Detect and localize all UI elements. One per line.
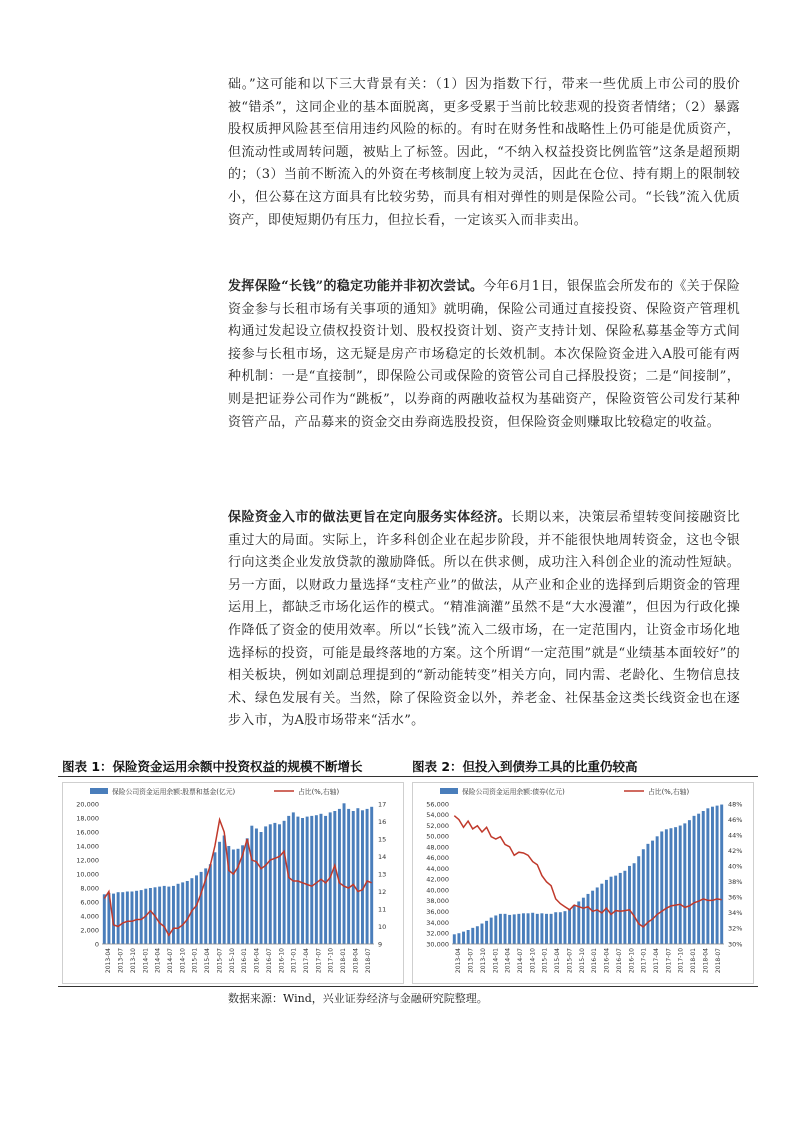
paragraph-heading: 发挥保险“长钱”的稳定功能并非初次尝试。	[228, 279, 484, 294]
bar	[619, 873, 622, 944]
bar	[177, 884, 180, 944]
paragraph-heading: 保险资金入市的做法更旨在定向服务实体经济。	[228, 510, 512, 525]
paragraph-text: 础。”这可能和以下三大背景有关：（1）因为指数下行，带来一些优质上市公司的股价被“错杀”，这同企业的基本面脱离，更多受累于当前比较悲观的投资者情绪；（2）暴露股权质押风险甚至信用违约风险的标的。有时在财务性和战略性上仍可能是优质资产，但流动性或周转问题，被贴上了标签。因此，“不纳入权益投资比例监管”这条是超预期的；（3）当前不断流入的外资在考核制度上较为灵活，因此在仓位、持有期上的限制较小，但公募在这方面具有比较劣势，而具有相对弹性的则是保险公司。“长钱”流入优质资产，即使短期仍有压力，但拉长看，一定该买入而非卖出。	[228, 77, 740, 228]
y-right-tick-label: 11	[378, 905, 387, 914]
x-tick-label: 2015-10	[578, 947, 586, 974]
bar	[241, 845, 244, 944]
y-right-tick-label: 34%	[728, 909, 743, 918]
legend-bar-swatch	[440, 788, 458, 794]
bar	[490, 918, 493, 944]
bar	[614, 876, 617, 944]
x-tick-label: 2014-01	[492, 948, 500, 974]
bar	[347, 809, 350, 944]
x-tick-label: 2018-07	[714, 947, 722, 974]
bar	[103, 894, 106, 944]
bar	[573, 905, 576, 944]
y-right-tick-label: 9	[378, 940, 383, 949]
paragraph-text: 今年6月1日，银保监会所发布的《关于保险资金参与长租市场有关事项的通知》就明确，保险公司通过直接投资、保险资产管理机构通过发起设立债权投资计划、股权投资计划、资产支持计划、保险私募基金等方式间接参与长租市场，这无疑是房产市场稳定的长效机制。本次保险资金进入A股可能有两种机制：一是“直接制”，即保险公司或保险的资管公司自己择股投资；二是“间接制”，则是把证券公司作为“跳板”，以券商的两融收益权为基础资产，保险资管公司发行某种资管产品，产品募来的资金交由券商选股投资，但保险资金则赚取比较稳定的收益。	[228, 279, 740, 430]
y-left-tick-label: 16,000	[76, 828, 99, 837]
bar	[665, 829, 668, 944]
x-tick-label: 2015-07	[216, 948, 224, 974]
bar	[527, 913, 530, 944]
y-left-tick-label: 50,000	[426, 832, 449, 841]
y-left-tick-label: 56,000	[426, 800, 449, 809]
y-right-tick-label: 38%	[728, 878, 743, 887]
bar	[218, 842, 221, 944]
bar	[117, 892, 120, 944]
bar	[195, 875, 198, 944]
bar	[656, 836, 659, 944]
bar	[250, 826, 253, 944]
bar	[660, 831, 663, 944]
bar	[504, 914, 507, 944]
y-left-tick-label: 8,000	[80, 884, 99, 893]
bar	[568, 909, 571, 944]
bar	[517, 914, 520, 944]
bar	[467, 930, 470, 944]
bar	[126, 892, 129, 945]
bar	[273, 823, 276, 944]
bar	[531, 913, 534, 944]
bar	[494, 915, 497, 944]
y-left-tick-label: 46,000	[426, 854, 449, 863]
x-tick-label: 2013-10	[479, 947, 487, 974]
bar	[158, 887, 161, 944]
bar	[716, 806, 719, 944]
y-right-tick-label: 48%	[728, 800, 743, 809]
x-tick-label: 2014-04	[154, 947, 162, 974]
x-tick-label: 2017-10	[327, 947, 335, 974]
bar	[209, 864, 212, 944]
bar	[366, 809, 369, 944]
bar	[522, 913, 525, 944]
bar	[213, 852, 216, 944]
x-tick-label: 2014-01	[142, 948, 150, 974]
x-tick-label: 2015-04	[554, 948, 562, 974]
y-left-tick-label: 44,000	[426, 864, 449, 873]
bar	[352, 811, 355, 944]
y-right-tick-label: 42%	[728, 846, 743, 855]
y-left-tick-label: 10,000	[76, 870, 99, 879]
bar	[642, 849, 645, 944]
bar	[508, 915, 511, 944]
x-tick-label: 2014-10	[529, 948, 537, 974]
bar	[462, 932, 465, 944]
y-left-tick-label: 34,000	[426, 918, 449, 927]
bar	[646, 844, 649, 944]
bar	[513, 914, 516, 944]
bar	[287, 816, 290, 944]
bar	[559, 912, 562, 944]
chart-equity-holdings	[62, 782, 404, 984]
x-tick-label: 2017-04	[653, 948, 660, 974]
x-tick-label: 2017-07	[315, 948, 323, 974]
y-left-tick-label: 40,000	[426, 886, 449, 895]
x-tick-label: 2015-01	[541, 947, 549, 974]
y-left-tick-label: 20,000	[76, 800, 99, 809]
y-left-tick-label: 18,000	[76, 814, 99, 823]
bar	[623, 871, 626, 944]
bar	[186, 881, 189, 944]
x-tick-label: 2018-01	[340, 948, 348, 974]
bar	[370, 807, 373, 944]
bar	[633, 863, 636, 944]
bar	[711, 807, 714, 944]
bar	[260, 832, 263, 944]
bar	[301, 818, 304, 944]
bar	[550, 914, 553, 944]
bar	[670, 828, 673, 944]
x-tick-label: 2018-07	[364, 947, 372, 974]
y-left-tick-label: 2,000	[80, 926, 99, 935]
x-tick-label: 2018-01	[690, 948, 698, 974]
y-left-tick-label: 4,000	[80, 912, 99, 921]
legend-bar-swatch	[90, 788, 108, 794]
paragraph-serve-real-economy	[228, 507, 740, 733]
bar	[591, 891, 594, 944]
x-tick-label: 2016-10	[278, 948, 286, 974]
y-left-tick-label: 36,000	[426, 907, 449, 916]
bar	[720, 805, 723, 944]
x-tick-label: 2014-07	[167, 948, 174, 974]
bar	[121, 892, 124, 944]
legend-bar-label: 保险公司资金运用余额:债券(亿元)	[462, 788, 565, 796]
y-left-tick-label: 38,000	[426, 897, 449, 906]
x-tick-label: 2016-10	[628, 948, 636, 974]
bar	[306, 817, 309, 944]
figure-top-rule	[58, 776, 758, 777]
bar	[582, 898, 585, 944]
bar	[536, 914, 539, 944]
bar	[688, 820, 691, 944]
y-right-tick-label: 14	[378, 852, 387, 861]
y-left-tick-label: 52,000	[426, 821, 449, 830]
bar	[278, 824, 281, 944]
y-left-tick-label: 32,000	[426, 929, 449, 938]
y-right-tick-label: 30%	[728, 940, 743, 949]
bar	[471, 928, 474, 944]
y-right-tick-label: 40%	[728, 862, 743, 871]
x-tick-label: 2014-10	[179, 948, 187, 974]
x-tick-label: 2017-10	[677, 947, 685, 974]
y-left-tick-label: 6,000	[80, 898, 99, 907]
figure-1-title: 图表 1：保险资金运用余额中投资权益的规模不断增长	[62, 759, 363, 774]
paragraph-background-reasons	[228, 74, 740, 232]
x-tick-label: 2018-04	[702, 948, 710, 974]
x-tick-label: 2015-07	[566, 948, 574, 974]
x-tick-label: 2017-01	[290, 947, 298, 974]
x-tick-label: 2014-07	[517, 948, 524, 974]
bar	[140, 890, 143, 944]
bar	[577, 901, 580, 944]
paragraph-text: 长期以来，决策层希望转变间接融资比重过大的局面。实际上，许多科创企业在起步阶段，并不能很快地周转资金，这也令银行向这类企业发放贷款的激励降低。所以在供求侧，成功注入科创企业的流动性短缺。另一方面，以财政力量选择“支柱产业”的做法，从产业和企业的选择到后期资金的管理运用上，都缺乏市场化运作的模式。“精准滴灌”虽然不是“大水漫灌”，但因为行政化操作降低了资金的使用效率。所以“长钱”流入二级市场，在一定范围内，让资金市场化地选择标的投资，可能是最终落地的方案。这个所谓“一定范围”就是“业绩基本面较好”的相关板块，例如刘副总理提到的“新动能转变”相关方向，同内需、老龄化、生物信息技术、绿色发展有关。当然，除了保险资金以外，养老金、社保基金这类长线资金也在逐步入市，为A股市场带来“活水”。	[228, 510, 740, 729]
x-tick-label: 2013-07	[117, 947, 125, 974]
bar	[693, 816, 696, 944]
x-tick-label: 2013-04	[105, 948, 113, 974]
y-right-tick-label: 10	[378, 922, 387, 931]
legend-line-label: 占比(%,右轴)	[298, 788, 340, 796]
bar	[587, 894, 590, 944]
y-right-tick-label: 13	[378, 870, 387, 879]
y-left-tick-label: 0	[94, 940, 99, 949]
bar	[554, 912, 557, 944]
x-tick-label: 2013-10	[129, 947, 137, 974]
y-left-tick-label: 54,000	[426, 811, 449, 820]
bar	[480, 924, 483, 944]
y-right-tick-label: 16	[378, 817, 387, 826]
bar	[679, 826, 682, 944]
y-right-tick-label: 15	[378, 835, 387, 844]
bar	[255, 829, 258, 945]
x-tick-label: 2014-04	[504, 947, 512, 974]
x-tick-label: 2016-04	[603, 947, 611, 974]
bar	[292, 812, 295, 944]
x-tick-label: 2016-01	[591, 948, 599, 974]
y-left-tick-label: 42,000	[426, 875, 449, 884]
bar	[637, 856, 640, 944]
bar	[651, 841, 654, 944]
bar	[476, 926, 479, 944]
bar	[499, 914, 502, 944]
y-left-tick-label: 30,000	[426, 940, 449, 949]
data-source-note: 数据来源：Wind，兴业证券经济与金融研究院整理。	[228, 992, 488, 1005]
x-tick-label: 2016-07	[615, 947, 623, 974]
paragraph-insurance-long-money	[228, 276, 740, 434]
x-tick-label: 2015-10	[228, 947, 236, 974]
x-tick-label: 2016-04	[253, 947, 261, 974]
x-tick-label: 2017-07	[665, 948, 673, 974]
bar	[269, 824, 272, 944]
y-right-tick-label: 46%	[728, 815, 743, 824]
bar	[232, 850, 235, 945]
bar	[706, 808, 709, 944]
bar	[674, 827, 677, 944]
legend-line-label: 占比(%,右轴)	[648, 788, 690, 796]
figure-2-title: 图表 2：但投入到债券工具的比重仍较高	[412, 759, 638, 774]
bar	[181, 882, 184, 944]
x-tick-label: 2013-07	[467, 947, 475, 974]
bar	[343, 803, 346, 944]
y-right-tick-label: 36%	[728, 893, 743, 902]
x-tick-label: 2015-04	[204, 948, 212, 974]
bar	[315, 815, 318, 944]
bar	[172, 886, 175, 944]
y-right-tick-label: 44%	[728, 831, 743, 840]
bar	[610, 877, 613, 944]
bar	[605, 880, 608, 944]
bar	[683, 823, 686, 944]
bar	[563, 911, 566, 944]
bar	[697, 814, 700, 944]
bar	[628, 866, 631, 944]
y-right-tick-label: 17	[378, 800, 387, 809]
y-left-tick-label: 48,000	[426, 843, 449, 852]
y-right-tick-label: 32%	[728, 924, 743, 933]
bar	[356, 808, 359, 944]
bar	[223, 836, 226, 945]
bar	[149, 888, 152, 944]
bar	[596, 887, 599, 944]
bar	[485, 921, 488, 944]
x-tick-label: 2018-04	[352, 948, 360, 974]
bar	[200, 872, 203, 944]
bar	[453, 934, 456, 944]
x-tick-label: 2016-07	[265, 947, 273, 974]
figure-bottom-rule	[58, 986, 758, 987]
bar	[163, 886, 166, 944]
bar	[600, 884, 603, 944]
bar	[702, 811, 705, 944]
bar	[264, 826, 267, 944]
bar	[361, 810, 364, 944]
chart-bond-holdings	[412, 782, 754, 984]
legend-bar-label: 保险公司资金运用余额:股票和基金(亿元)	[112, 788, 236, 796]
bar	[283, 821, 286, 944]
x-tick-label: 2017-01	[640, 947, 648, 974]
bar	[324, 816, 327, 944]
x-tick-label: 2013-04	[455, 948, 463, 974]
y-right-tick-label: 12	[378, 887, 387, 896]
bar	[135, 891, 138, 944]
y-left-tick-label: 14,000	[76, 842, 99, 851]
bar	[310, 816, 313, 944]
y-left-tick-label: 12,000	[76, 856, 99, 865]
bar	[333, 811, 336, 944]
x-tick-label: 2016-01	[241, 948, 249, 974]
x-tick-label: 2015-01	[191, 947, 199, 974]
bar	[545, 914, 548, 944]
bar	[246, 838, 249, 944]
bar	[130, 892, 133, 945]
bar	[540, 913, 543, 944]
x-tick-label: 2017-04	[303, 948, 310, 974]
bar	[457, 933, 460, 944]
